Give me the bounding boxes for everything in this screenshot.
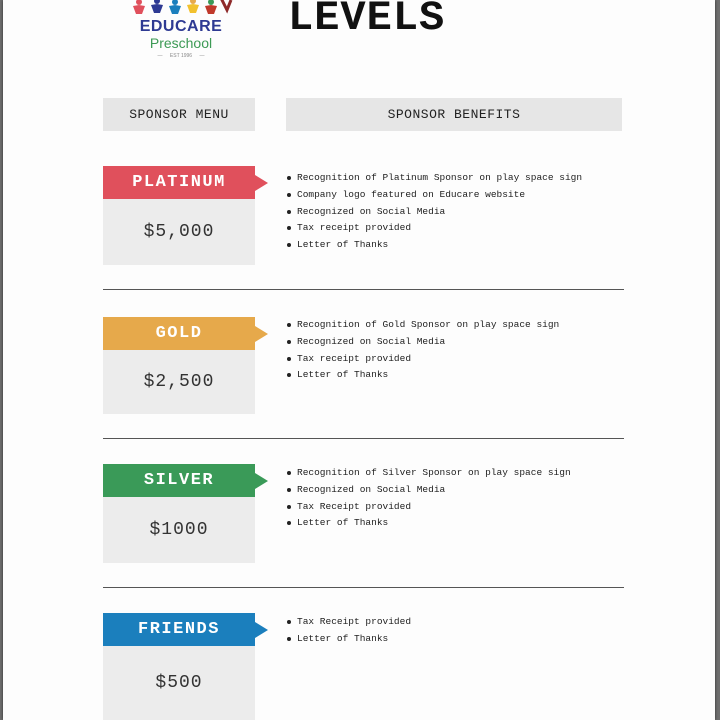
children-figures-icon	[127, 0, 235, 18]
benefit-item: Recognition of Gold Sponsor on play space sign	[286, 317, 559, 334]
section-divider	[103, 438, 624, 439]
logo-wordmark: EDUCARE	[139, 18, 223, 35]
tier-label: PLATINUM	[103, 166, 255, 199]
benefit-item: Letter of Thanks	[286, 237, 582, 254]
tier-label: GOLD	[103, 317, 255, 350]
benefit-item: Company logo featured on Educare website	[286, 187, 582, 204]
page-title: LEVELS	[288, 0, 446, 42]
tier-label: FRIENDS	[103, 613, 255, 646]
benefit-item: Letter of Thanks	[286, 515, 571, 532]
tier-price: $2,500	[103, 350, 255, 414]
tier-price: $500	[103, 646, 255, 720]
benefit-item: Tax Receipt provided	[286, 614, 411, 631]
benefit-item: Tax receipt provided	[286, 220, 582, 237]
benefit-item: Letter of Thanks	[286, 367, 559, 384]
benefit-item: Recognition of Silver Sponsor on play space sign	[286, 465, 571, 482]
document-page	[3, 0, 715, 720]
benefit-list	[286, 170, 582, 254]
logo-established: — EST 1996 —	[157, 53, 205, 59]
benefit-list	[286, 465, 571, 532]
sponsor-benefits-header: SPONSOR BENEFITS	[286, 98, 622, 131]
section-divider	[103, 587, 624, 588]
benefit-item: Recognized on Social Media	[286, 334, 559, 351]
benefit-list	[286, 614, 411, 648]
benefit-item: Recognition of Platinum Sponsor on play space sign	[286, 170, 582, 187]
section-divider	[103, 289, 624, 290]
logo-subtitle: Preschool	[149, 35, 213, 51]
tier-price: $5,000	[103, 199, 255, 265]
sponsor-menu-header: SPONSOR MENU	[103, 98, 255, 131]
benefit-item: Letter of Thanks	[286, 631, 411, 648]
benefit-item: Tax Receipt provided	[286, 499, 571, 516]
established-text: EST 1996	[169, 53, 193, 59]
benefit-item: Recognized on Social Media	[286, 482, 571, 499]
benefit-list	[286, 317, 559, 384]
tier-price: $1000	[103, 497, 255, 563]
benefit-item: Tax receipt provided	[286, 351, 559, 368]
educare-logo	[121, 0, 241, 66]
tier-label: SILVER	[103, 464, 255, 497]
benefit-item: Recognized on Social Media	[286, 204, 582, 221]
